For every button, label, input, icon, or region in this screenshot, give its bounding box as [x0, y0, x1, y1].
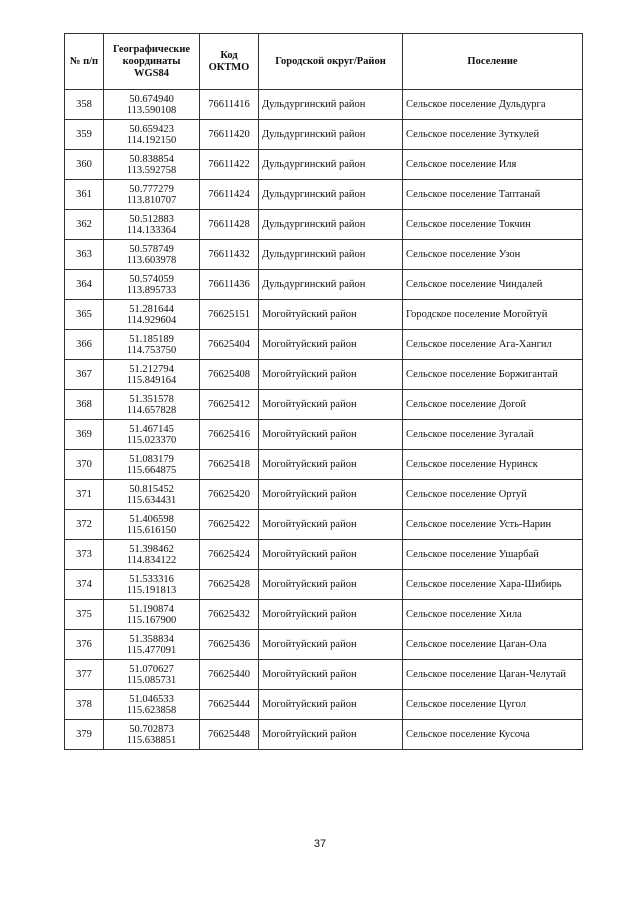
- latitude: 51.398462: [129, 543, 174, 555]
- table-row: [65, 510, 583, 540]
- latitude: 51.046533: [129, 693, 174, 705]
- row-num: 363: [65, 240, 104, 270]
- longitude: 115.191813: [126, 584, 177, 596]
- row-district: Могойтуйский район: [259, 480, 403, 510]
- row-district: Могойтуйский район: [259, 390, 403, 420]
- header-settlement: Поселение: [403, 34, 583, 90]
- row-district: Дульдургинский район: [259, 210, 403, 240]
- row-num: 366: [65, 330, 104, 360]
- row-num: 359: [65, 120, 104, 150]
- latitude: 51.467145: [129, 423, 174, 435]
- row-num: 377: [65, 660, 104, 690]
- longitude: 114.133364: [126, 224, 177, 236]
- table-row: [65, 570, 583, 600]
- row-settlement: Сельское поселение Хара-Шибирь: [403, 570, 583, 600]
- row-district: Могойтуйский район: [259, 450, 403, 480]
- row-oktmo: 76625416: [200, 420, 259, 450]
- row-district: Могойтуйский район: [259, 660, 403, 690]
- table-row: [65, 390, 583, 420]
- latitude: 50.512883: [129, 213, 174, 225]
- row-coordinates: [104, 90, 200, 120]
- row-coordinates: [104, 450, 200, 480]
- longitude: 115.167900: [126, 614, 177, 626]
- row-oktmo: 76611416: [200, 90, 259, 120]
- row-district: Могойтуйский район: [259, 630, 403, 660]
- row-num: 371: [65, 480, 104, 510]
- row-district: Дульдургинский район: [259, 90, 403, 120]
- row-oktmo: 76625404: [200, 330, 259, 360]
- table-row: [65, 240, 583, 270]
- row-coordinates: [104, 570, 200, 600]
- latitude: 51.070627: [129, 663, 174, 675]
- row-num: 360: [65, 150, 104, 180]
- row-district: Могойтуйский район: [259, 360, 403, 390]
- row-oktmo: 76625408: [200, 360, 259, 390]
- table-row: [65, 630, 583, 660]
- row-coordinates: [104, 600, 200, 630]
- row-coordinates: [104, 150, 200, 180]
- longitude: 113.603978: [126, 254, 177, 266]
- row-oktmo: 76625448: [200, 720, 259, 750]
- row-coordinates: [104, 510, 200, 540]
- longitude: 113.592758: [126, 164, 177, 176]
- latitude: 51.533316: [129, 573, 174, 585]
- row-oktmo: 76611424: [200, 180, 259, 210]
- longitude: 115.634431: [126, 494, 177, 506]
- row-settlement: Сельское поселение Боржигантай: [403, 360, 583, 390]
- row-oktmo: 76611422: [200, 150, 259, 180]
- longitude: 115.638851: [126, 734, 177, 746]
- row-oktmo: 76611436: [200, 270, 259, 300]
- row-coordinates: [104, 300, 200, 330]
- row-num: 379: [65, 720, 104, 750]
- row-coordinates: [104, 540, 200, 570]
- row-oktmo: 76625436: [200, 630, 259, 660]
- row-settlement: Сельское поселение Дульдурга: [403, 90, 583, 120]
- row-district: Могойтуйский район: [259, 600, 403, 630]
- longitude: 115.085731: [126, 674, 177, 686]
- row-settlement: Сельское поселение Цаган-Ола: [403, 630, 583, 660]
- document-page: [64, 33, 582, 750]
- latitude: 50.578749: [129, 243, 174, 255]
- row-settlement: Сельское поселение Зуткулей: [403, 120, 583, 150]
- row-oktmo: 76625428: [200, 570, 259, 600]
- row-num: 362: [65, 210, 104, 240]
- row-num: 368: [65, 390, 104, 420]
- table-row: [65, 540, 583, 570]
- longitude: 114.834122: [126, 554, 177, 566]
- row-num: 370: [65, 450, 104, 480]
- table-row: [65, 660, 583, 690]
- table-row: [65, 180, 583, 210]
- latitude: 51.185189: [129, 333, 174, 345]
- longitude: 114.929604: [126, 314, 177, 326]
- row-num: 364: [65, 270, 104, 300]
- row-district: Дульдургинский район: [259, 240, 403, 270]
- latitude: 51.281644: [129, 303, 174, 315]
- row-num: 358: [65, 90, 104, 120]
- row-settlement: Сельское поселение Кусоча: [403, 720, 583, 750]
- row-district: Дульдургинский район: [259, 180, 403, 210]
- row-num: 375: [65, 600, 104, 630]
- table-row: [65, 210, 583, 240]
- longitude: 113.810707: [126, 194, 177, 206]
- longitude: 114.192150: [126, 134, 177, 146]
- row-num: 365: [65, 300, 104, 330]
- latitude: 51.212794: [129, 363, 174, 375]
- page-number: 37: [313, 838, 327, 850]
- table-body: [65, 90, 583, 750]
- row-coordinates: [104, 330, 200, 360]
- row-settlement: Сельское поселение Догой: [403, 390, 583, 420]
- row-num: 378: [65, 690, 104, 720]
- row-oktmo: 76625432: [200, 600, 259, 630]
- latitude: 51.083179: [129, 453, 174, 465]
- latitude: 50.815452: [129, 483, 174, 495]
- table-row: [65, 360, 583, 390]
- row-oktmo: 76611428: [200, 210, 259, 240]
- row-district: Могойтуйский район: [259, 330, 403, 360]
- row-settlement: Сельское поселение Узон: [403, 240, 583, 270]
- row-coordinates: [104, 690, 200, 720]
- row-oktmo: 76625422: [200, 510, 259, 540]
- row-oktmo: 76611432: [200, 240, 259, 270]
- row-district: Могойтуйский район: [259, 720, 403, 750]
- row-oktmo: 76625440: [200, 660, 259, 690]
- row-coordinates: [104, 390, 200, 420]
- table-row: [65, 420, 583, 450]
- row-district: Могойтуйский район: [259, 420, 403, 450]
- header-oktmo: Код ОКТМО: [200, 34, 259, 90]
- table-row: [65, 90, 583, 120]
- row-oktmo: 76625420: [200, 480, 259, 510]
- latitude: 50.674940: [129, 93, 174, 105]
- row-district: Могойтуйский район: [259, 540, 403, 570]
- row-settlement: Сельское поселение Нуринск: [403, 450, 583, 480]
- row-num: 374: [65, 570, 104, 600]
- latitude: 51.190874: [129, 603, 174, 615]
- table-row: [65, 690, 583, 720]
- row-oktmo: 76611420: [200, 120, 259, 150]
- longitude: 115.616150: [126, 524, 177, 536]
- row-district: Дульдургинский район: [259, 150, 403, 180]
- row-settlement: Городское поселение Могойтуй: [403, 300, 583, 330]
- row-oktmo: 76625418: [200, 450, 259, 480]
- row-settlement: Сельское поселение Ушарбай: [403, 540, 583, 570]
- row-coordinates: [104, 420, 200, 450]
- row-coordinates: [104, 210, 200, 240]
- row-district: Могойтуйский район: [259, 570, 403, 600]
- row-coordinates: [104, 180, 200, 210]
- row-coordinates: [104, 120, 200, 150]
- row-coordinates: [104, 720, 200, 750]
- row-num: 376: [65, 630, 104, 660]
- row-district: Дульдургинский район: [259, 270, 403, 300]
- row-oktmo: 76625412: [200, 390, 259, 420]
- row-num: 373: [65, 540, 104, 570]
- row-settlement: Сельское поселение Ортуй: [403, 480, 583, 510]
- row-settlement: Сельское поселение Таптанай: [403, 180, 583, 210]
- longitude: 113.895733: [126, 284, 177, 296]
- latitude: 51.358834: [129, 633, 174, 645]
- row-settlement: Сельское поселение Чиндалей: [403, 270, 583, 300]
- row-oktmo: 76625151: [200, 300, 259, 330]
- longitude: 115.849164: [126, 374, 177, 386]
- header-district: Городской округ/Район: [259, 34, 403, 90]
- row-district: Могойтуйский район: [259, 300, 403, 330]
- table-row: [65, 300, 583, 330]
- row-settlement: Сельское поселение Зугалай: [403, 420, 583, 450]
- table-row: [65, 720, 583, 750]
- row-coordinates: [104, 240, 200, 270]
- settlements-table: [64, 33, 583, 750]
- row-settlement: Сельское поселение Цугол: [403, 690, 583, 720]
- header-num: № п/п: [65, 34, 104, 90]
- table-header-row: [65, 34, 583, 90]
- row-district: Дульдургинский район: [259, 120, 403, 150]
- row-settlement: Сельское поселение Хила: [403, 600, 583, 630]
- table-row: [65, 270, 583, 300]
- table-row: [65, 480, 583, 510]
- row-oktmo: 76625444: [200, 690, 259, 720]
- table-row: [65, 450, 583, 480]
- longitude: 113.590108: [126, 104, 177, 116]
- latitude: 51.406598: [129, 513, 174, 525]
- row-num: 372: [65, 510, 104, 540]
- row-coordinates: [104, 270, 200, 300]
- row-oktmo: 76625424: [200, 540, 259, 570]
- row-district: Могойтуйский район: [259, 510, 403, 540]
- row-settlement: Сельское поселение Иля: [403, 150, 583, 180]
- table-row: [65, 120, 583, 150]
- header-coords: Географические координаты WGS84: [104, 34, 200, 90]
- latitude: 50.659423: [129, 123, 174, 135]
- row-district: Могойтуйский район: [259, 690, 403, 720]
- table-row: [65, 330, 583, 360]
- latitude: 50.777279: [129, 183, 174, 195]
- table-row: [65, 150, 583, 180]
- row-settlement: Сельское поселение Токчин: [403, 210, 583, 240]
- longitude: 115.477091: [126, 644, 177, 656]
- table-row: [65, 600, 583, 630]
- row-coordinates: [104, 630, 200, 660]
- longitude: 115.023370: [126, 434, 177, 446]
- row-num: 367: [65, 360, 104, 390]
- row-settlement: Сельское поселение Усть-Нарин: [403, 510, 583, 540]
- latitude: 51.351578: [129, 393, 174, 405]
- row-coordinates: [104, 660, 200, 690]
- row-settlement: Сельское поселение Ага-Хангил: [403, 330, 583, 360]
- longitude: 115.664875: [126, 464, 177, 476]
- row-coordinates: [104, 480, 200, 510]
- row-num: 369: [65, 420, 104, 450]
- row-num: 361: [65, 180, 104, 210]
- longitude: 115.623858: [126, 704, 177, 716]
- row-coordinates: [104, 360, 200, 390]
- longitude: 114.657828: [126, 404, 177, 416]
- longitude: 114.753750: [126, 344, 177, 356]
- latitude: 50.702873: [129, 723, 174, 735]
- latitude: 50.574059: [129, 273, 174, 285]
- latitude: 50.838854: [129, 153, 174, 165]
- row-settlement: Сельское поселение Цаган-Челутай: [403, 660, 583, 690]
